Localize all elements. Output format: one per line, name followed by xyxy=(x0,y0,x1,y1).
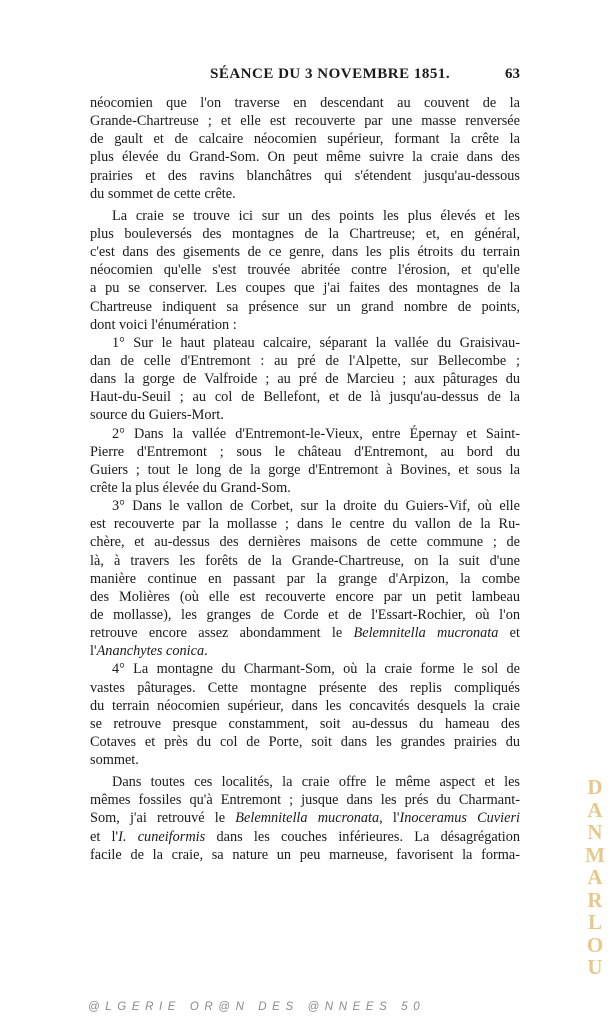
running-head xyxy=(90,66,520,86)
text-line: a pu se conserver. Les coupes que j'ai faites des montagnes de la xyxy=(90,280,520,297)
text-line: La craie se trouve ici sur un des points les plus élevés et les xyxy=(112,207,520,224)
body-text xyxy=(90,94,520,864)
text-line: de gault et de calcaire néocomien supérieur, formant la crête la xyxy=(90,131,520,148)
watermark xyxy=(585,776,605,979)
text-line xyxy=(90,642,520,660)
text-line: prairies et des ravins blanchâtres qui s'étendent jusqu'au-dessous xyxy=(90,167,520,184)
text-segment: Som, j'ai retrouvé le xyxy=(90,810,236,827)
text-line: néocomien qu'elle s'est trouvée abritée contre l'érosion, et qu'elle xyxy=(90,262,520,279)
text-segment: , l' xyxy=(379,810,400,827)
species-name: Inoceramus Cuvieri xyxy=(399,810,520,827)
watermark-letter: A xyxy=(587,797,603,822)
text-line: plus bouleversés des montagnes de la Chartreuse; et, en général, xyxy=(90,225,520,242)
text-line: là, à travers les forêts de la Grande-Chartreuse, on la suit d'une xyxy=(90,552,520,569)
species-name: Belemnitella mucronata xyxy=(235,810,380,827)
text-segment: . xyxy=(204,643,208,660)
text-segment: et xyxy=(498,625,520,642)
text-line: source du Guiers-Mort. xyxy=(90,407,224,424)
footer-credit: @LGERIE OR@N DES @NNEES 50 xyxy=(88,1001,426,1013)
text-line: du sommet de cette crête. xyxy=(90,185,236,202)
text-line: vastes pâturages. Cette montagne présente des replis compliqués xyxy=(90,679,520,696)
text-line: Guiers ; tout le long de la gorge d'Entremont à Bovines, et sous la xyxy=(90,461,520,478)
text-line: des Molières (où elle est recouverte encore par un petit lambeau xyxy=(90,588,520,605)
watermark-letter: D xyxy=(587,775,603,799)
text-segment: retrouve encore assez abondamment le xyxy=(90,625,354,642)
watermark-letter: N xyxy=(587,820,603,844)
text-line: dan de celle d'Entremont : au pré de l'Alpette, sur Bellecombe ; xyxy=(90,352,520,369)
text-line xyxy=(90,828,520,846)
species-name: I. cuneiformis xyxy=(118,828,206,845)
watermark-letter: O xyxy=(586,932,604,957)
text-line: dans la gorge de Valfroide ; au pré de Marcieu ; aux pâturages du xyxy=(90,371,520,388)
text-line: Grande-Chartreuse ; et elle est recouverte par une masse renversée xyxy=(90,113,520,130)
watermark-letter: M xyxy=(585,842,605,867)
text-line: 3° Dans le vallon de Corbet, sur la droite du Guiers-Vif, où elle xyxy=(112,498,520,515)
text-line xyxy=(90,809,520,827)
text-line: est recouverte par la mollasse ; dans le centre du vallon de la Ru- xyxy=(90,516,520,533)
text-line: 4° La montagne du Charmant-Som, où la craie forme le sol de xyxy=(112,661,520,678)
watermark-letter: L xyxy=(587,910,602,934)
text-line xyxy=(90,624,520,642)
watermark-letter: U xyxy=(587,955,603,979)
text-line: dont voici l'énumération : xyxy=(90,316,237,333)
watermark-letter: R xyxy=(587,887,603,912)
text-line: Pierre d'Entremont ; sous le château d'Entremont, au bord du xyxy=(90,443,520,460)
text-line: Dans toutes ces localités, la craie offre le même aspect et les xyxy=(112,774,520,791)
text-line: de mollasse), les granges de Corde et de l'Essart-Rochier, où l'on xyxy=(90,606,520,623)
species-name: Belemnitella mucronata xyxy=(353,625,499,642)
text-line: facile de la craie, sa nature un peu marneuse, favorisent la forma- xyxy=(90,846,520,863)
text-line: 2° Dans la vallée d'Entremont-le-Vieux, entre Épernay et Saint- xyxy=(112,425,520,442)
text-line: chère, et au-dessus des dernières maisons de cette commune ; de xyxy=(90,534,520,551)
text-segment: dans les couches inférieures. La désagrégation xyxy=(205,828,520,845)
text-segment: et l' xyxy=(90,828,119,845)
text-line: crête la plus élevée du Grand-Som. xyxy=(90,479,291,496)
text-line: Cotaves et près du col de Porte, soit dans les grandes prairies du xyxy=(90,733,520,750)
text-line: sommet. xyxy=(90,752,139,769)
text-segment: l' xyxy=(90,643,97,660)
text-line: manière continue en passant par la grange d'Arpizon, la combe xyxy=(90,570,520,587)
running-title: SÉANCE DU 3 NOVEMBRE 1851. xyxy=(210,66,451,82)
page-number: 63 xyxy=(505,66,520,82)
text-line: c'est dans des gisements de ce genre, dans les plis étroits du terrain xyxy=(90,244,520,261)
watermark-letter: A xyxy=(587,865,603,889)
species-name: Ananchytes conica xyxy=(96,643,205,660)
text-line: néocomien que l'on traverse en descendant au couvent de la xyxy=(90,95,520,111)
text-line: Haut-du-Seuil ; au col de Bellefont, et de là jusqu'au-dessus de la xyxy=(90,389,520,406)
text-line: se retrouve presque constamment, soit au-dessus du hameau des xyxy=(90,715,520,732)
text-line: plus élevée du Grand-Som. On peut même suivre la craie dans des xyxy=(90,149,520,166)
text-line: Chartreuse indiquent sa présence sur un grand nombre de points, xyxy=(90,298,520,315)
text-line: du terrain néocomien supérieur, dans les concavités desquels la craie xyxy=(90,697,520,714)
text-line: mêmes fossiles qu'à Entremont ; jusque dans les prés du Charmant- xyxy=(90,792,520,809)
text-line: 1° Sur le haut plateau calcaire, séparant la vallée du Graisivau- xyxy=(112,334,520,351)
